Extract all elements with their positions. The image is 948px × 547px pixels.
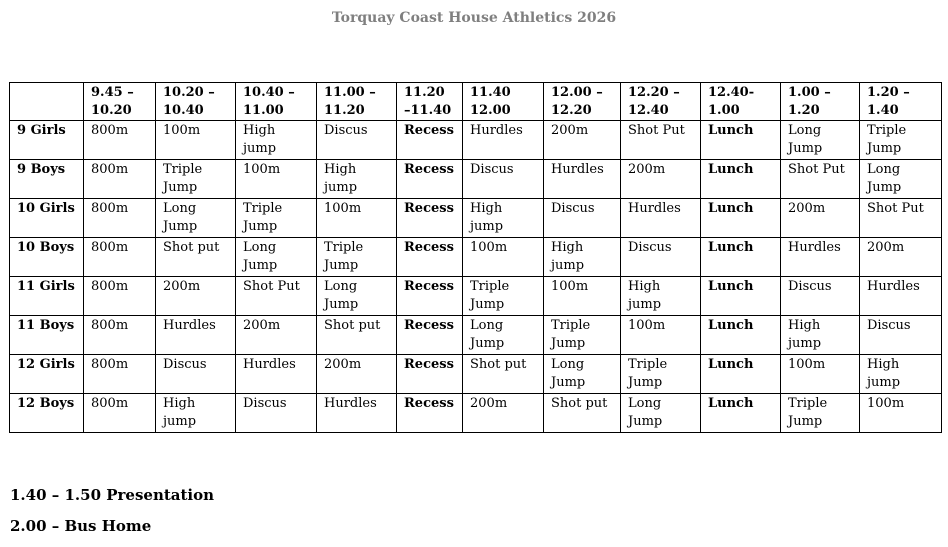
event-cell: Recess [397,394,463,433]
table-row [10,199,942,238]
group-label: 9 Girls [10,121,84,160]
event-cell: High jump [317,160,397,199]
time-slot-header: 1.00 – 1.20 [781,83,860,121]
event-cell: Hurdles [860,277,942,316]
event-cell: Lunch [701,160,781,199]
event-cell: 800m [84,316,156,355]
event-cell: Hurdles [463,121,544,160]
event-cell: Discus [463,160,544,199]
event-cell: 100m [463,238,544,277]
event-cell: Long Jump [156,199,236,238]
event-cell: 800m [84,121,156,160]
event-cell: Shot Put [621,121,701,160]
event-cell: Lunch [701,316,781,355]
event-cell: Recess [397,238,463,277]
event-cell: 200m [317,355,397,394]
group-label: 11 Boys [10,316,84,355]
event-cell: Hurdles [236,355,317,394]
event-cell: High jump [781,316,860,355]
schedule-table [9,82,942,433]
group-label: 10 Girls [10,199,84,238]
table-row [10,394,942,433]
event-cell: Long Jump [860,160,942,199]
time-slot-header: 1.20 – 1.40 [860,83,942,121]
event-cell: Lunch [701,199,781,238]
event-cell: Discus [236,394,317,433]
event-cell: Long Jump [621,394,701,433]
event-cell: 100m [317,199,397,238]
time-slot-header: 11.20 –11.40 [397,83,463,121]
time-slot-header: 12.20 – 12.40 [621,83,701,121]
event-cell: 800m [84,277,156,316]
event-cell: Lunch [701,238,781,277]
group-label: 12 Boys [10,394,84,433]
event-cell: Triple Jump [317,238,397,277]
event-cell: Triple Jump [781,394,860,433]
event-cell: Triple Jump [544,316,621,355]
event-cell: 800m [84,394,156,433]
group-label: 9 Boys [10,160,84,199]
event-cell: Shot Put [860,199,942,238]
event-cell: 200m [544,121,621,160]
event-cell: High jump [156,394,236,433]
group-label: 11 Girls [10,277,84,316]
schedule-header [10,83,942,121]
event-cell: Long Jump [463,316,544,355]
time-slot-header: 11.00 – 11.20 [317,83,397,121]
event-cell: 100m [621,316,701,355]
event-cell: Recess [397,277,463,316]
event-cell: Triple Jump [621,355,701,394]
event-cell: Discus [781,277,860,316]
event-cell: 800m [84,199,156,238]
event-cell: Shot Put [781,160,860,199]
event-cell: High jump [621,277,701,316]
event-cell: Shot Put [236,277,317,316]
event-cell: Triple Jump [236,199,317,238]
time-slot-header: 12.40-1.00 [701,83,781,121]
table-row [10,238,942,277]
event-cell: 800m [84,238,156,277]
event-cell: Lunch [701,277,781,316]
event-cell: 800m [84,160,156,199]
event-cell: 100m [156,121,236,160]
time-slot-header: 12.00 – 12.20 [544,83,621,121]
time-slot-header: 9.45 – 10.20 [84,83,156,121]
event-cell: Lunch [701,121,781,160]
event-cell: Long Jump [781,121,860,160]
header-row [10,83,942,121]
event-cell: 200m [860,238,942,277]
event-cell: Long Jump [317,277,397,316]
schedule-notes [10,485,214,547]
table-row [10,355,942,394]
event-cell: High jump [463,199,544,238]
event-cell: 800m [84,355,156,394]
event-cell: 200m [463,394,544,433]
event-cell: Discus [621,238,701,277]
event-cell: 100m [236,160,317,199]
event-cell: Lunch [701,355,781,394]
group-label: 10 Boys [10,238,84,277]
event-cell: Hurdles [621,199,701,238]
event-cell: Shot put [544,394,621,433]
event-cell: Hurdles [317,394,397,433]
event-cell: High jump [860,355,942,394]
event-cell: Discus [860,316,942,355]
event-cell: Hurdles [156,316,236,355]
event-cell: Shot put [156,238,236,277]
event-cell: Long Jump [544,355,621,394]
event-cell: Shot put [463,355,544,394]
event-cell: 200m [156,277,236,316]
page-title: Torquay Coast House Athletics 2026 [331,10,617,26]
corner-cell [10,83,84,121]
event-cell: 200m [621,160,701,199]
event-cell: Recess [397,355,463,394]
event-cell: Discus [156,355,236,394]
event-cell: Recess [397,316,463,355]
event-cell: 100m [860,394,942,433]
table-row [10,121,942,160]
event-cell: 100m [781,355,860,394]
event-cell: Hurdles [544,160,621,199]
note-presentation: 1.40 – 1.50 Presentation [10,486,215,504]
event-cell: Recess [397,199,463,238]
event-cell: 200m [781,199,860,238]
event-cell: Lunch [701,394,781,433]
event-cell: Discus [544,199,621,238]
time-slot-header: 10.20 – 10.40 [156,83,236,121]
event-cell: Hurdles [781,238,860,277]
event-cell: Triple Jump [860,121,942,160]
event-cell: Long Jump [236,238,317,277]
event-cell: High jump [544,238,621,277]
time-slot-header: 11.40 12.00 [463,83,544,121]
table-row [10,160,942,199]
table-row [10,277,942,316]
event-cell: Triple Jump [156,160,236,199]
table-row [10,316,942,355]
event-cell: Discus [317,121,397,160]
event-cell: 100m [544,277,621,316]
event-cell: Recess [397,121,463,160]
event-cell: Recess [397,160,463,199]
event-cell: Triple Jump [463,277,544,316]
event-cell: 200m [236,316,317,355]
group-label: 12 Girls [10,355,84,394]
note-bus-home: 2.00 – Bus Home [10,517,152,535]
time-slot-header: 10.40 – 11.00 [236,83,317,121]
event-cell: High jump [236,121,317,160]
schedule-body [10,121,942,433]
event-cell: Shot put [317,316,397,355]
